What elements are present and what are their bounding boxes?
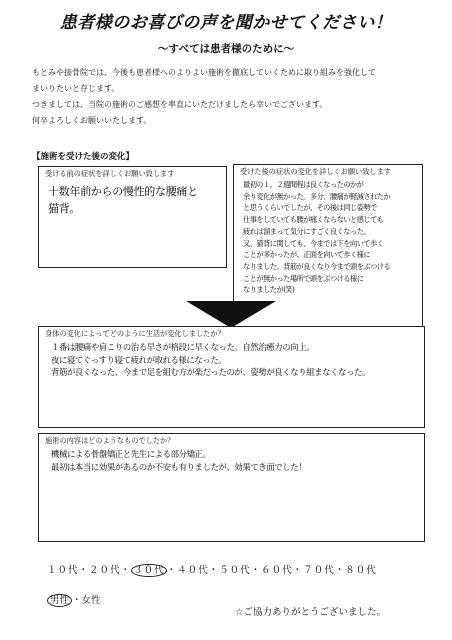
- section-label: 【施術を受けた後の変化】: [32, 152, 135, 162]
- intro-line: まいりたいと存じます。: [32, 84, 120, 93]
- answer-line: 背筋が良くなった、今まで足を組む方が楽だったのが、姿勢が良くなり組まなくなった。: [51, 367, 370, 377]
- answer-line: ことが多かったが、正面を向いて歩く様に: [243, 250, 371, 260]
- down-arrow-icon: [186, 301, 276, 328]
- intro-line: つきましては、当院の施術のご感想を率直にいただけましたら幸いでございます。: [32, 100, 328, 109]
- answer-line: なりました。背筋が良くなり今まで頭をぶつける: [243, 261, 391, 271]
- separator: ・: [166, 565, 178, 576]
- age-option-selected[interactable]: ３０代: [133, 565, 165, 576]
- answer-line: 又、猫背に関しても、今までは下を向いて歩く: [243, 238, 384, 248]
- life-change-box: [38, 326, 425, 428]
- after-change-answer: [234, 177, 422, 296]
- before-symptoms-box: [38, 166, 227, 268]
- intro-line: もとみや接骨院では、今後も患者様へのよりよい施術を徹底していくために取り組みを強化して: [32, 68, 376, 77]
- answer-line: と思うくらいでしたが、その後は同じ姿勢で: [243, 203, 377, 213]
- answer-line: ことが無かった場所で頭をぶつける様に: [243, 273, 364, 283]
- age-option[interactable]: ８０代: [345, 565, 377, 576]
- separator: ・: [208, 565, 220, 576]
- gender-option-selected[interactable]: 男性: [47, 594, 72, 607]
- age-option[interactable]: ４０代: [177, 565, 209, 576]
- after-change-question: 受けた後の症状の変化を詳しくお願い致します: [240, 167, 391, 176]
- gender-option[interactable]: 女性: [81, 595, 101, 606]
- treatment-box: [38, 433, 425, 542]
- age-option[interactable]: １０代: [47, 565, 79, 576]
- answer-line: 猫背。: [48, 202, 81, 215]
- answer-line: 十数年前からの慢性的な腰痛と: [48, 185, 198, 198]
- separator: ・: [250, 565, 262, 576]
- thanks-text: ☆ご協力ありがとうございました。: [235, 607, 387, 618]
- life-change-question: 身体の変化によってどのように生活が変化しましたか？: [45, 329, 225, 338]
- page-title: 患者様のお喜びの声を聞かせてください！: [59, 13, 393, 33]
- age-option[interactable]: ２０代: [89, 565, 121, 576]
- separator: ・: [292, 565, 304, 576]
- separator: ・: [72, 595, 82, 606]
- gender-options: [47, 592, 101, 606]
- separator: ・: [120, 565, 132, 576]
- separator: ・: [334, 565, 346, 576]
- page-subtitle: 〜すべては患者様のために〜: [157, 43, 295, 55]
- intro-line: 何卒よろしくお願いいたします。: [32, 116, 152, 125]
- treatment-question: 施術の内容はどのようなものでしたか？: [45, 436, 175, 445]
- separator: ・: [78, 565, 90, 576]
- answer-line: 機械による骨盤矯正と先生による部分矯正。: [51, 449, 211, 459]
- age-option[interactable]: ７０代: [303, 565, 335, 576]
- age-options: [47, 562, 377, 576]
- before-question: 受ける前の症状を詳しくお願い致します: [45, 169, 175, 178]
- answer-line: 夜に寝てぐっすり寝て疲れが取れる様になった。: [51, 354, 227, 365]
- treatment-answer: [39, 446, 424, 473]
- life-change-answer: [39, 339, 424, 379]
- answer-line: 余り変化が無かった。多分、腰痛が軽減されたか: [243, 191, 391, 201]
- answer-line: なりましたが(笑): [243, 285, 295, 295]
- answer-line: １番は腰痛や肩こりの治る早さが格段に早くなった。自然治癒力の向上。: [51, 342, 315, 352]
- age-option[interactable]: ５０代: [219, 565, 251, 576]
- age-option[interactable]: ６０代: [261, 565, 293, 576]
- answer-line: 疲れは溜まって気分にすごく良くなった。: [243, 226, 371, 236]
- intro-text: [32, 65, 432, 129]
- before-answer: [39, 179, 226, 217]
- answer-line: 仕事をしていても腰が痛くならないと感じても: [243, 215, 384, 225]
- answer-line: 最初は本当に効果があるのか不安も有りましたが、効果てき面でした！: [51, 461, 307, 472]
- answer-line: 最初の１，２週間程は良くなったのかが: [243, 180, 364, 189]
